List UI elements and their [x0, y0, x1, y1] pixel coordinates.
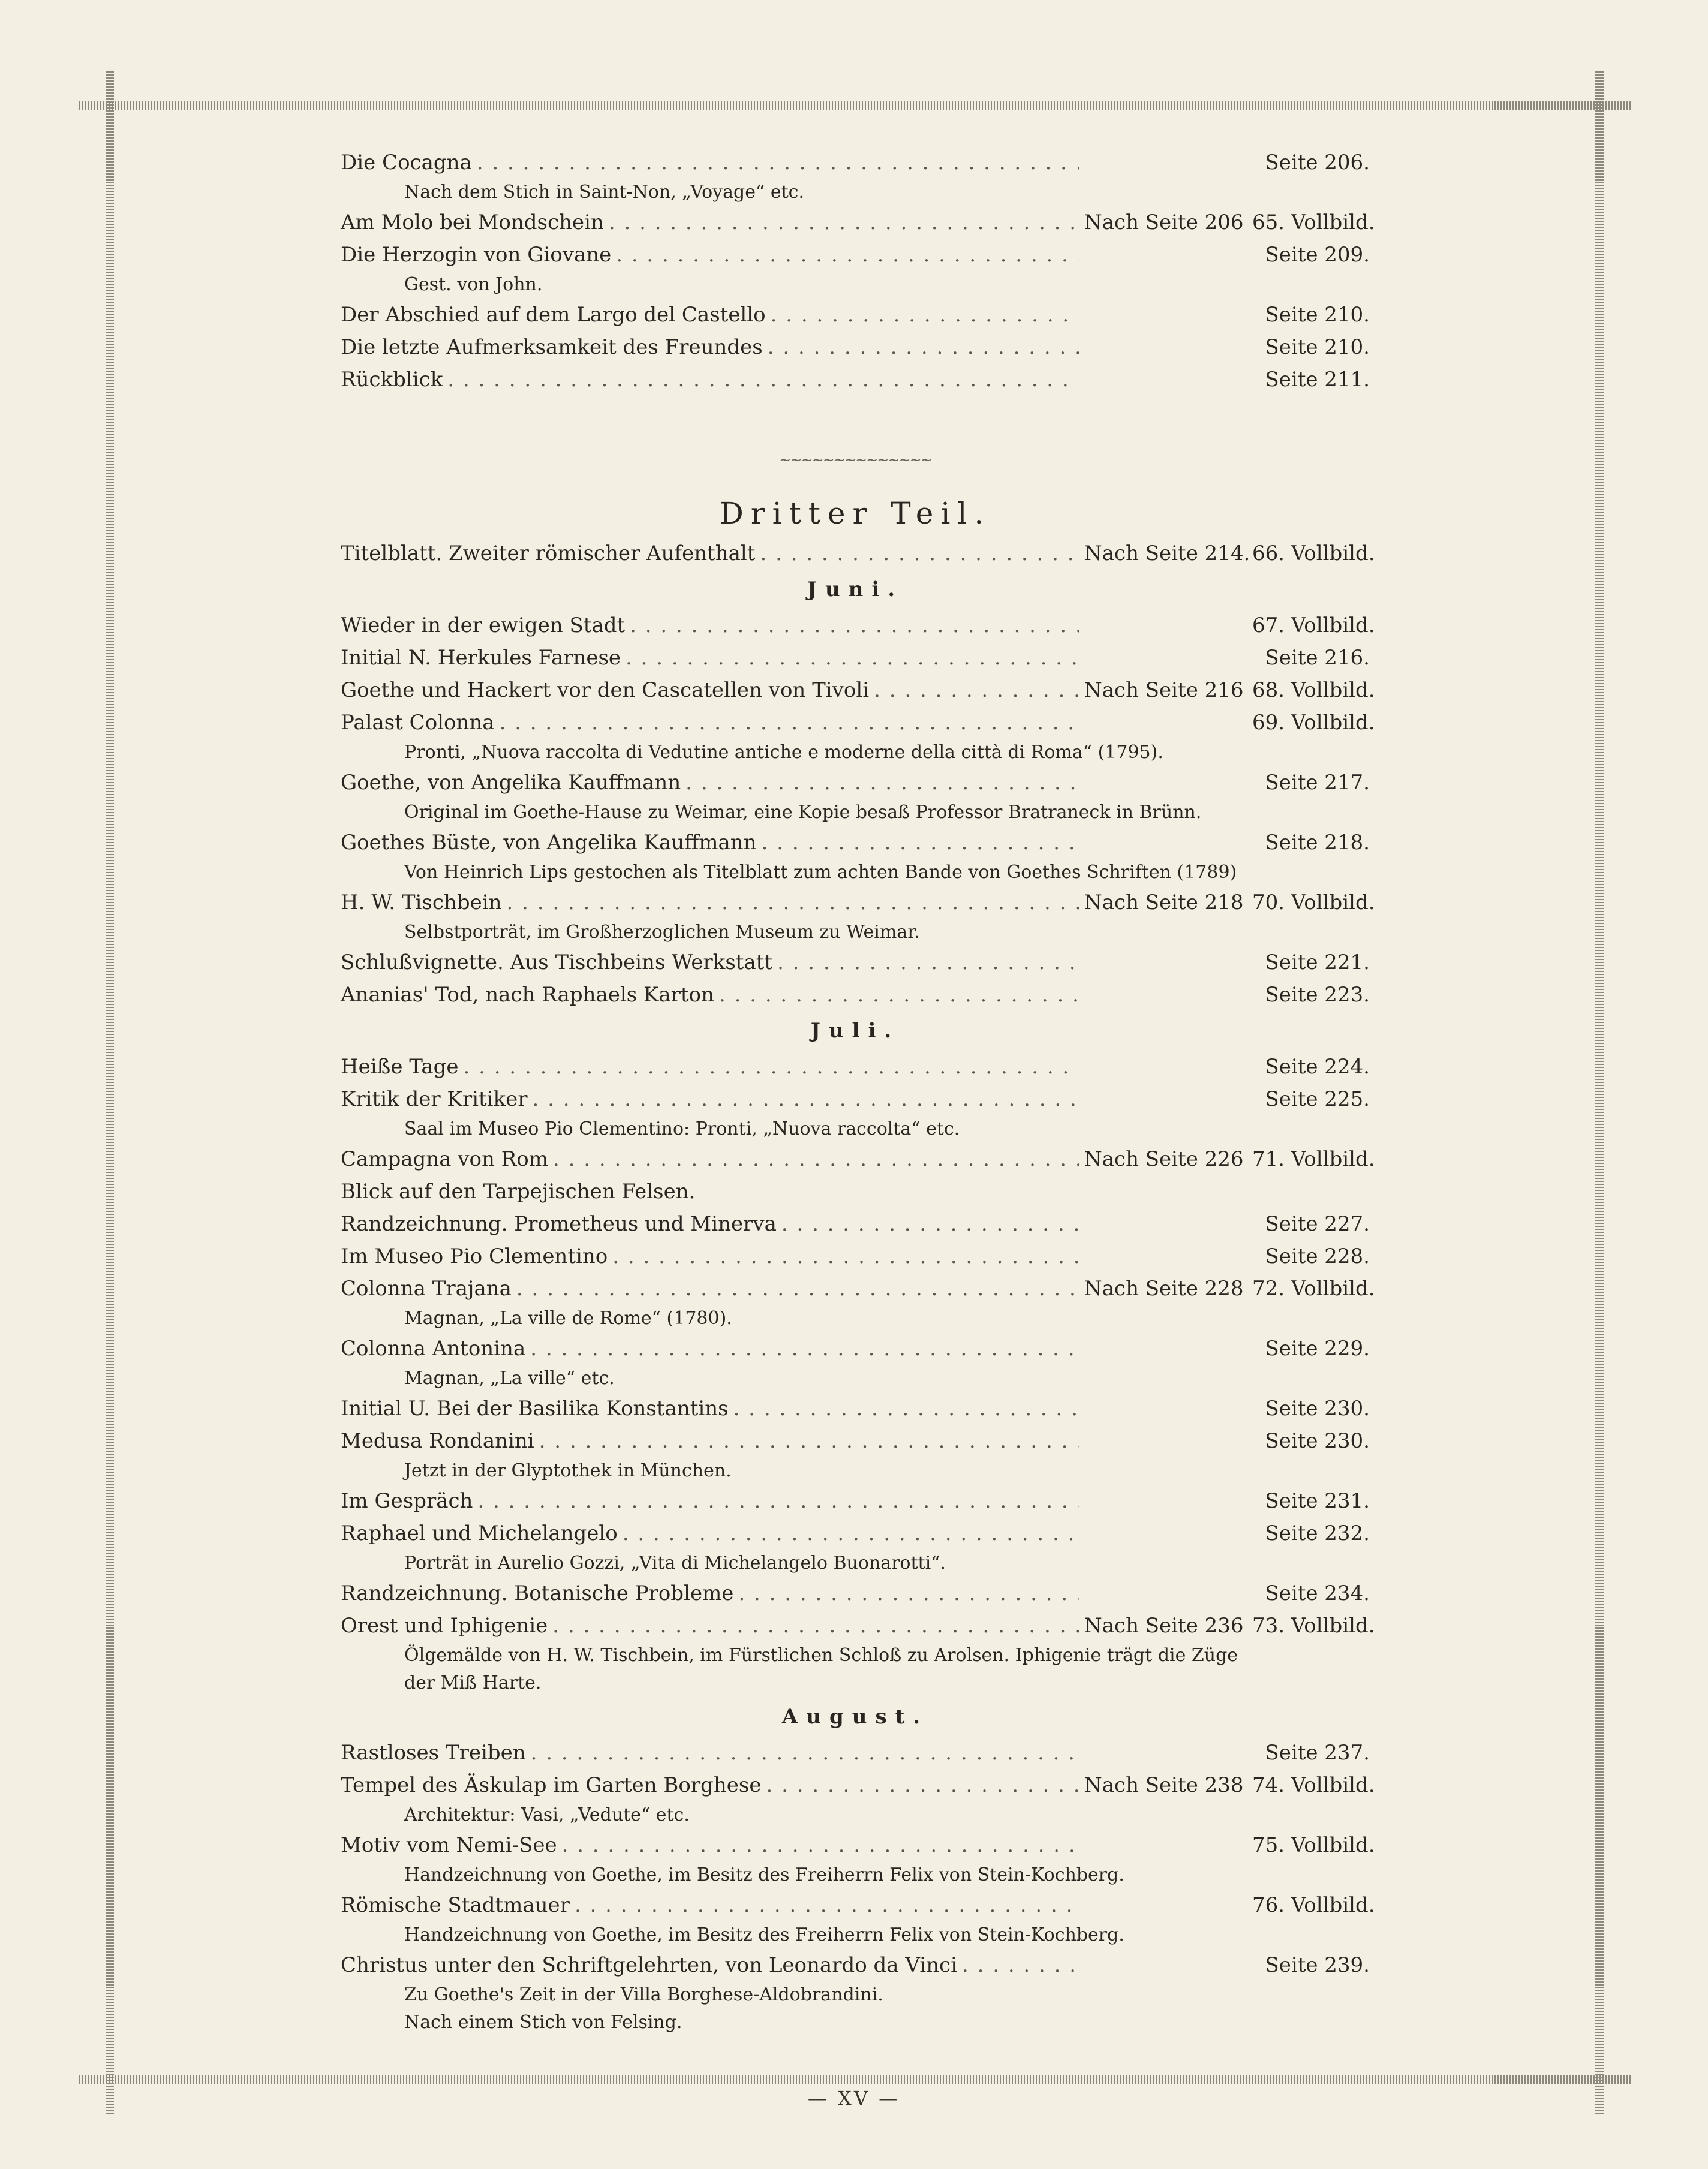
entry-page: Seite 218. — [1265, 831, 1370, 855]
entry-page: 73. Vollbild. — [1252, 1614, 1375, 1638]
toc-entry — [341, 674, 1375, 706]
toc-entry — [341, 1240, 1370, 1272]
entry-page: Seite 231. — [1265, 1489, 1370, 1513]
toc-entry — [341, 979, 1370, 1011]
part-title: Dritter Teil. — [719, 496, 991, 531]
toc-entry — [341, 1051, 1370, 1083]
leader-dots — [531, 1737, 1079, 1769]
entry-note: Nach dem Stich in Saint-Non, „Voyage“ etc. — [404, 182, 804, 203]
leader-dots — [447, 363, 1079, 396]
entry-title: Colonna Trajana — [341, 1277, 512, 1301]
entry-title: Kritik der Kritiker — [341, 1087, 528, 1111]
leader-dots — [623, 1517, 1079, 1550]
entry-title: Campagna von Rom — [341, 1147, 548, 1171]
leader-dots — [530, 1332, 1079, 1365]
entry-title: Christus unter den Schriftgelehrten, von Leonardo da Vinci — [341, 1953, 957, 1977]
entry-title: Motiv vom Nemi-See — [341, 1833, 557, 1857]
entry-page: Seite 216. — [1265, 646, 1370, 670]
entry-note: Porträt in Aurelio Gozzi, „Vita di Michelangelo Buonarotti“. — [404, 1553, 946, 1574]
toc-entry — [341, 826, 1370, 859]
entry-page: 68. Vollbild. — [1252, 678, 1375, 702]
entry-page: Seite 209. — [1265, 243, 1370, 267]
entry-title: Ananias' Tod, nach Raphaels Karton — [341, 983, 714, 1007]
entry-nach: Nach Seite 226 — [1084, 1147, 1244, 1171]
entry-page: 74. Vollbild. — [1252, 1773, 1375, 1797]
entry-page: 65. Vollbild. — [1252, 210, 1375, 234]
left-border — [106, 71, 114, 2114]
entry-nach: Nach Seite 214. — [1084, 542, 1250, 565]
entry-title: Initial N. Herkules Farnese — [341, 646, 621, 670]
entry-page: Seite 229. — [1265, 1337, 1370, 1361]
top-border — [79, 101, 1631, 110]
toc-entry — [341, 642, 1370, 674]
leader-dots — [771, 299, 1079, 331]
entry-note: Original im Goethe-Hause zu Weimar, eine Kopie besaß Professor Bratraneck in Brünn. — [404, 802, 1202, 823]
entry-note: Von Heinrich Lips gestochen als Titelblatt zum achten Bande von Goethes Schriften (1789) — [404, 862, 1237, 883]
entry-page: 76. Vollbild. — [1252, 1893, 1375, 1917]
section-juni — [341, 609, 1375, 1011]
entry-page: Seite 224. — [1265, 1055, 1370, 1079]
entry-title: Palast Colonna — [341, 711, 495, 735]
leader-dots — [562, 1829, 1079, 1861]
entry-page: 72. Vollbild. — [1252, 1277, 1375, 1301]
entry-page: Seite 206. — [1265, 151, 1370, 175]
toc-entry — [341, 886, 1375, 919]
leader-dots — [612, 1240, 1079, 1272]
entry-title: Die letzte Aufmerksamkeit des Freundes — [341, 335, 763, 359]
entry-page: 66. Vollbild. — [1252, 542, 1375, 565]
entry-title: Goethe, von Angelika Kauffmann — [341, 771, 681, 795]
toc-entry — [341, 946, 1370, 979]
entry-page: Seite 237. — [1265, 1741, 1370, 1765]
toc-entry — [341, 766, 1370, 799]
entry-note: Jetzt in der Glyptothek in München. — [404, 1460, 732, 1481]
entry-title: Am Molo bei Mondschein — [341, 210, 604, 234]
entry-page: Seite 227. — [1265, 1212, 1370, 1236]
entry-title: Rastloses Treiben — [341, 1741, 526, 1765]
entry-note: Magnan, „La ville de Rome“ (1780). — [404, 1308, 732, 1329]
entry-title: Colonna Antonina — [341, 1337, 526, 1361]
entry-title: Heiße Tage — [341, 1055, 459, 1079]
leader-dots — [516, 1272, 1079, 1305]
toc-entry — [341, 331, 1370, 363]
toc-entry — [341, 299, 1370, 331]
entry-page: Seite 217. — [1265, 771, 1370, 795]
entry-note: Selbstporträt, im Großherzoglichen Museum zu Weimar. — [404, 922, 920, 943]
entry-page: Seite 228. — [1265, 1244, 1370, 1268]
entry-title: Die Cocagna — [341, 151, 472, 175]
entry-note: Saal im Museo Pio Clementino: Pronti, „Nuova raccolta“ etc. — [404, 1118, 960, 1139]
leader-dots — [777, 946, 1079, 979]
entry-note: Zu Goethe's Zeit in der Villa Borghese-Aldobrandini. — [404, 1984, 883, 2005]
leader-dots — [575, 1889, 1079, 1921]
toc-entry — [341, 1737, 1370, 1769]
entry-page: 69. Vollbild. — [1252, 711, 1375, 735]
entry-page: Seite 234. — [1265, 1581, 1370, 1605]
toc-entry — [341, 1949, 1370, 1981]
entry-title: H. W. Tischbein — [341, 891, 502, 914]
leader-dots — [477, 146, 1079, 179]
toc-entry — [341, 1769, 1375, 1801]
toc-entry — [341, 1829, 1375, 1861]
entry-page: Seite 230. — [1265, 1429, 1370, 1453]
entry-nach: Nach Seite 216 — [1084, 678, 1244, 702]
toc-entry — [341, 1332, 1370, 1365]
entry-page: Seite 232. — [1265, 1521, 1370, 1545]
toc-entry — [341, 1272, 1375, 1305]
entry-title: Blick auf den Tarpejischen Felsen. — [341, 1180, 696, 1204]
entry-page: Seite 225. — [1265, 1087, 1370, 1111]
toc-entry — [341, 1143, 1375, 1175]
entry-title: Raphael und Michelangelo — [341, 1521, 618, 1545]
entry-title: Schlußvignette. Aus Tischbeins Werkstatt — [341, 950, 773, 974]
entry-note: Ölgemälde von H. W. Tischbein, im Fürstlichen Schloß zu Arolsen. Iphigenie trägt die Züge der Miß Harte. — [404, 1645, 1238, 1693]
section-before — [341, 146, 1375, 396]
entry-page: 75. Vollbild. — [1252, 1833, 1375, 1857]
leader-dots — [552, 1610, 1079, 1642]
leader-dots — [532, 1083, 1079, 1115]
leader-dots — [609, 206, 1079, 239]
entry-page: Seite 210. — [1265, 335, 1370, 359]
leader-dots — [768, 331, 1079, 363]
leader-dots — [760, 537, 1079, 570]
entry-title: Randzeichnung. Botanische Probleme — [341, 1581, 734, 1605]
toc-entry — [341, 1083, 1370, 1115]
toc-entry — [341, 1577, 1370, 1610]
leader-dots — [962, 1949, 1079, 1981]
leader-dots — [738, 1577, 1079, 1610]
entry-note: Magnan, „La ville“ etc. — [404, 1368, 615, 1389]
toc-entry — [341, 1208, 1370, 1240]
month-heading-august: August. — [781, 1705, 929, 1729]
leader-dots — [766, 1769, 1079, 1801]
month-heading-juli: Juli. — [810, 1019, 900, 1043]
entry-title: Medusa Rondanini — [341, 1429, 534, 1453]
entry-title: Orest und Iphigenie — [341, 1614, 548, 1638]
leader-dots — [463, 1051, 1079, 1083]
entry-page: Seite 221. — [1265, 950, 1370, 974]
leader-dots — [874, 674, 1079, 706]
leader-dots — [626, 642, 1079, 674]
entry-title: Tempel des Äskulap im Garten Borghese — [341, 1773, 762, 1797]
leader-dots — [477, 1485, 1079, 1517]
entry-nach: Nach Seite 206 — [1084, 210, 1244, 234]
section-august — [341, 1737, 1375, 2036]
entry-note: Pronti, „Nuova raccolta di Vedutine antiche e moderne della città di Roma“ (1795). — [404, 742, 1163, 763]
entry-nach: Nach Seite 238 — [1084, 1773, 1244, 1797]
leader-dots — [616, 239, 1079, 271]
toc-entry — [341, 146, 1370, 179]
entry-title: Randzeichnung. Prometheus und Minerva — [341, 1212, 777, 1236]
entry-title: Initial U. Bei der Basilika Konstantins — [341, 1397, 729, 1421]
entry-page: Seite 210. — [1265, 303, 1370, 327]
toc-entry — [341, 1175, 1370, 1208]
entry-title: Goethes Büste, von Angelika Kauffmann — [341, 831, 757, 855]
entry-title: Im Museo Pio Clementino — [341, 1244, 608, 1268]
bottom-border — [79, 2075, 1631, 2084]
toc-entry — [341, 363, 1370, 396]
toc-entry — [341, 1889, 1375, 1921]
toc-entry — [341, 206, 1375, 239]
leader-dots — [781, 1208, 1079, 1240]
page-number: — XV — — [807, 2087, 901, 2110]
entry-title: Im Gespräch — [341, 1489, 473, 1513]
entry-page: Seite 223. — [1265, 983, 1370, 1007]
toc-entry — [341, 1392, 1370, 1425]
entry-nach: Nach Seite 228 — [1084, 1277, 1244, 1301]
month-heading-juni: Juni. — [807, 577, 904, 601]
entry-note: Gest. von John. — [404, 274, 543, 295]
toc-entry — [341, 1485, 1370, 1517]
toc-entry — [341, 1517, 1370, 1550]
entry-nach: Nach Seite 236 — [1084, 1614, 1244, 1638]
entry-note: Handzeichnung von Goethe, im Besitz des Freiherrn Felix von Stein-Kochberg. — [404, 1924, 1124, 1945]
entry-page: Seite 230. — [1265, 1397, 1370, 1421]
entry-page: 70. Vollbild. — [1252, 891, 1375, 914]
leader-dots — [685, 766, 1079, 799]
entry-page: 67. Vollbild. — [1252, 613, 1375, 637]
divider-ornament: ~~~~~~~~~~~~~~ — [779, 452, 931, 468]
toc-entry — [341, 1610, 1375, 1642]
leader-dots — [630, 609, 1079, 642]
right-border — [1595, 71, 1604, 2114]
titelblatt-row — [341, 537, 1375, 570]
section-juli — [341, 1051, 1375, 1697]
entry-note: Architektur: Vasi, „Vedute“ etc. — [404, 1804, 690, 1825]
entry-title: Der Abschied auf dem Largo del Castello — [341, 303, 766, 327]
entry-nach: Nach Seite 218 — [1084, 891, 1244, 914]
leader-dots — [733, 1392, 1079, 1425]
entry-title: Römische Stadtmauer — [341, 1893, 570, 1917]
leader-dots — [762, 826, 1079, 859]
entry-title: Goethe und Hackert vor den Cascatellen von Tivoli — [341, 678, 870, 702]
entry-title: Titelblatt. Zweiter römischer Aufenthalt — [341, 542, 756, 565]
leader-dots — [553, 1143, 1079, 1175]
entry-title: Rückblick — [341, 368, 443, 392]
leader-dots — [719, 979, 1079, 1011]
entry-title: Die Herzogin von Giovane — [341, 243, 612, 267]
toc-entry — [341, 239, 1370, 271]
entry-note: Handzeichnung von Goethe, im Besitz des Freiherrn Felix von Stein-Kochberg. — [404, 1864, 1124, 1885]
entry-page: Seite 211. — [1265, 368, 1370, 392]
entry-page: 71. Vollbild. — [1252, 1147, 1375, 1171]
entry-note: Nach einem Stich von Felsing. — [404, 2012, 682, 2033]
toc-content — [341, 146, 1375, 2036]
leader-dots — [539, 1425, 1079, 1457]
toc-entry — [341, 1425, 1370, 1457]
entry-title: Wieder in der ewigen Stadt — [341, 613, 626, 637]
entry-page: Seite 239. — [1265, 1953, 1370, 1977]
leader-dots — [500, 706, 1079, 739]
toc-entry — [341, 609, 1375, 642]
leader-dots — [506, 886, 1079, 919]
toc-entry — [341, 706, 1375, 739]
